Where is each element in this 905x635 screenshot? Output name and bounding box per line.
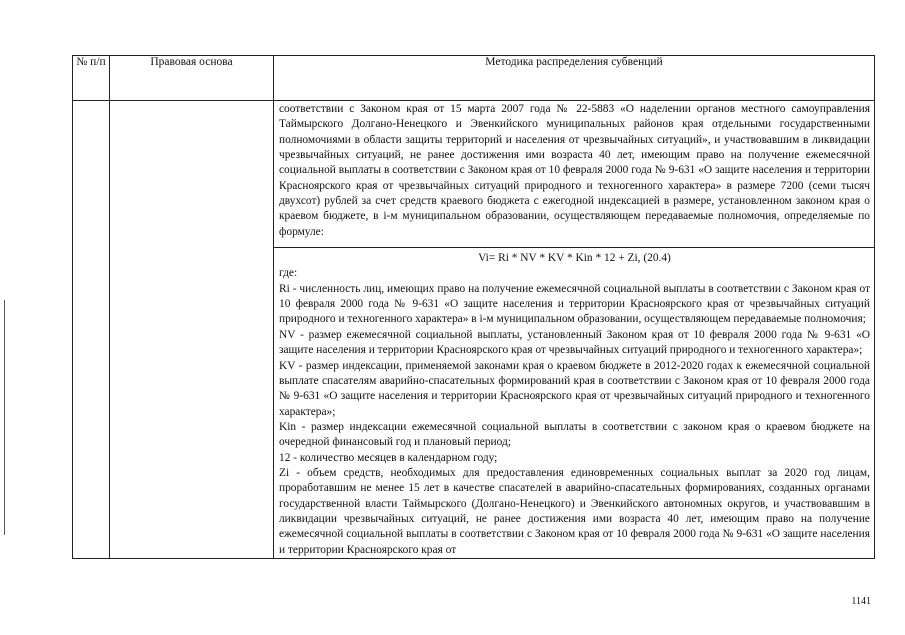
cell-methodology — [274, 101, 875, 559]
where-label: где: — [279, 267, 298, 280]
definition-kin: Kin - размер индексации ежемесячной социальной выплаты в соответствии с законом края о краевом бюджете на очередной финансовый год и плановый период; — [279, 420, 870, 449]
page-number: 1141 — [851, 596, 871, 607]
header-number: № п/п — [73, 56, 110, 101]
cell-legal-basis — [110, 101, 274, 559]
table-header-row — [73, 56, 875, 101]
inner-separator — [274, 247, 874, 248]
cell-number — [73, 101, 110, 559]
definition-months: 12 - количество месяцев в календарном году; — [279, 451, 498, 464]
definition-zi: Zi - объем средств, необходимых для предоставления единовременных социальных выплат за 2020 год лицам, проработавшим не менее 15 лет в качестве спасателей в аварийно-спасательных формированиях, созданных органами государственной власти Таймырского (Долгано-Ненецкого) и Эвенкийского автономных округов, и участвовавшим в ликвидации чрезвычайных ситуаций, не ранее достижения ими возраста 40 лет, имеющим право на получение ежемесячной социальной выплаты в соответствии с Законом края от 10 февраля 2000 года № 9-631 «О защите населения и территории Красноярского края от — [279, 466, 870, 556]
definition-ri: Ri - численность лиц, имеющих право на получение ежемесячной социальной выплаты в соответствии с Законом края от 10 февраля 2000 года № 9-631 «О защите населения и территории Красноярского края от чрезвычайных ситуаций природного и техногенного характера» в i-м муниципальном образовании, осуществляющем передаваемые полномочия; — [279, 282, 870, 326]
header-methodology: Методика распределения субвенций — [274, 56, 875, 101]
subvention-table — [72, 55, 875, 559]
scan-edge-line — [4, 300, 5, 535]
header-legal-basis: Правовая основа — [110, 56, 274, 101]
table-row — [73, 101, 875, 559]
definition-nv: NV - размер ежемесячной социальной выплаты, установленный Законом края от 10 февраля 2000 года № 9-631 «О защите населения и территории Красноярского края от чрезвычайных ситуаций природного и техногенного характера»; — [279, 328, 870, 357]
lead-paragraph: соответствии с Законом края от 15 марта 2007 года № 22-5883 «О наделении органов местного самоуправления Таймырского Долгано-Ненецкого и Эвенкийского муниципальных районов края отдельными государственными полномочиями в области защиты территорий и населения от чрезвычайных ситуаций», и участвовавшим в ликвидации чрезвычайных ситуаций, не ранее достижения ими возраста 40 лет, имеющим право на получение ежемесячной социальной выплаты в соответствии с Законом края от 10 февраля 2000 года № 9-631 «О защите населения и территории Красноярского края от чрезвычайных ситуаций природного и техногенного характера» в размере 7200 (семи тысяч двухсот) рублей за счет средств краевого бюджета с ежегодной индексацией в размере, установленном законом края о краевом бюджете, в i-м муниципальном образовании, осуществляющем передаваемые полномочия, определяемые по формуле: — [279, 103, 870, 238]
formula: Vi= Ri * NV * KV * Kin * 12 + Zi, (20.4) — [478, 252, 671, 265]
definition-kv: KV - размер индексации, применяемой законами края о краевом бюджете в 2012-2020 годах к ежемесячной социальной выплате спасателям аварийно-спасательных формирований края в соответствии с Законом края от 10 февраля 2000 года № 9-631 «О защите населения и территории Красноярского края от чрезвычайных ситуаций природного и техногенного характера»; — [279, 359, 870, 418]
